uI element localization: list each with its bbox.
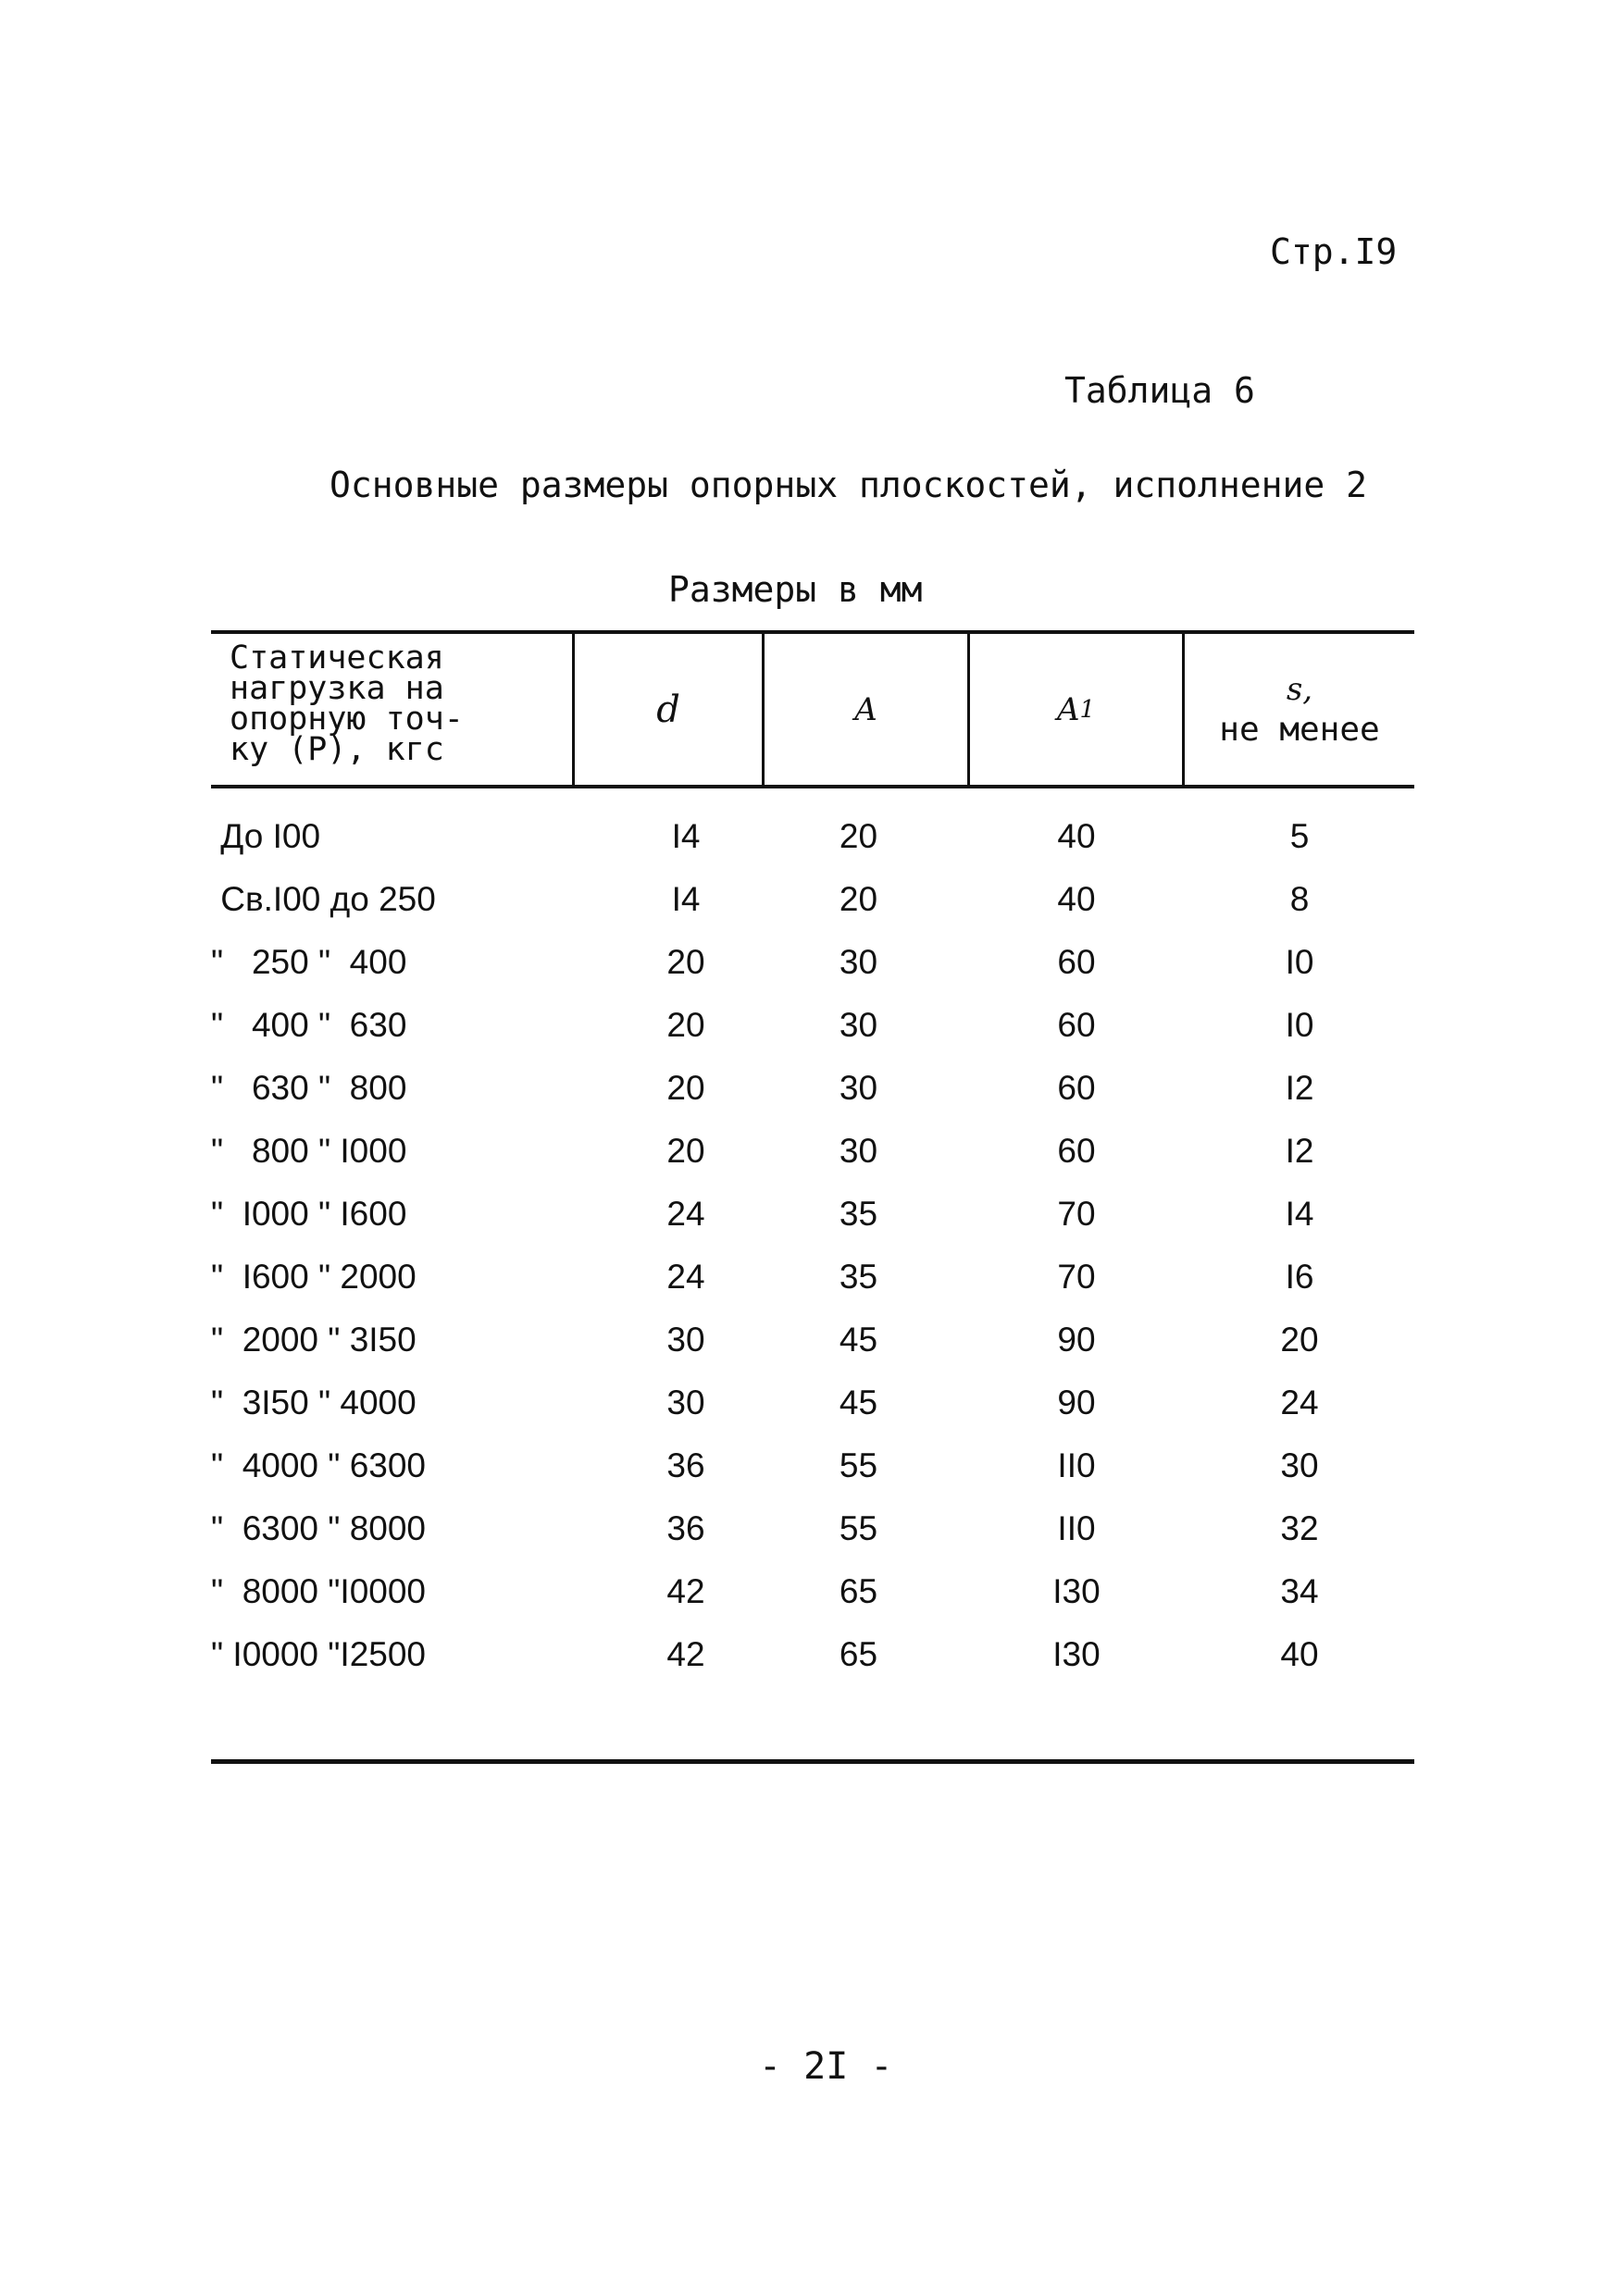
header-s-note: не менее (1219, 710, 1380, 749)
table-number: Таблица 6 (1064, 370, 1255, 411)
load-cell: " 6300 " 8000 (211, 1509, 427, 1547)
d-cell: 36 (666, 1509, 705, 1547)
a-cell: 30 (839, 943, 878, 981)
a1-cell: 90 (1057, 1384, 1096, 1421)
load-cell: " 250 " 400 (211, 943, 407, 981)
table-row (211, 1497, 1414, 1560)
s-cell: I4 (1285, 1195, 1314, 1233)
s-cell: 34 (1280, 1572, 1319, 1610)
s-cell: 8 (1289, 880, 1310, 918)
header-a (765, 634, 967, 785)
d-cell: 30 (666, 1384, 705, 1421)
a1-cell: II0 (1057, 1446, 1096, 1484)
header-a1-subscript: 1 (1079, 695, 1096, 724)
table-row (211, 1560, 1414, 1623)
header-a1 (970, 634, 1182, 785)
table-row (211, 1309, 1414, 1371)
table-row (211, 1434, 1414, 1497)
header-a1-symbol: A (1056, 690, 1080, 728)
s-cell: I2 (1285, 1132, 1314, 1170)
s-cell: 24 (1280, 1384, 1319, 1421)
a-cell: 30 (839, 1006, 878, 1044)
a-cell: 35 (839, 1258, 878, 1296)
table-row (211, 1057, 1414, 1120)
d-cell: 20 (666, 1069, 705, 1107)
load-cell: " I000 " I600 (211, 1195, 407, 1233)
a1-cell: 90 (1057, 1321, 1096, 1359)
a1-cell: 40 (1057, 817, 1096, 855)
table-row (211, 805, 1414, 868)
dimensions-table (211, 630, 1414, 1765)
a1-cell: I30 (1052, 1572, 1101, 1610)
table-bottom-rule (211, 1759, 1414, 1764)
d-cell: 30 (666, 1321, 705, 1359)
load-cell: " 630 " 800 (211, 1069, 407, 1107)
a1-cell: 60 (1057, 1132, 1096, 1170)
d-cell: I4 (671, 880, 701, 918)
a-cell: 20 (839, 880, 878, 918)
d-cell: I4 (671, 817, 701, 855)
table-row (211, 1246, 1414, 1309)
d-cell: 24 (666, 1195, 705, 1233)
units-note: Размеры в мм (668, 569, 923, 610)
load-cell: " 800 " I000 (211, 1132, 407, 1170)
s-cell: 20 (1280, 1321, 1319, 1359)
page-number: - 2I - (759, 2045, 893, 2088)
d-cell: 42 (666, 1635, 705, 1673)
a1-cell: 70 (1057, 1195, 1096, 1233)
s-cell: 5 (1289, 817, 1310, 855)
a1-cell: 60 (1057, 943, 1096, 981)
s-cell: 32 (1280, 1509, 1319, 1547)
a-cell: 65 (839, 1635, 878, 1673)
load-cell: " 400 " 630 (211, 1006, 407, 1044)
load-cell: " I600 " 2000 (211, 1258, 417, 1296)
s-cell: I0 (1285, 943, 1314, 981)
header-load: Статическая нагрузка на опорную точ- ку (Р), кгс (230, 639, 464, 768)
a-cell: 35 (839, 1195, 878, 1233)
load-cell: " 8000 "I0000 (211, 1572, 427, 1610)
d-cell: 20 (666, 943, 705, 981)
a-cell: 55 (839, 1446, 878, 1484)
header-d (575, 634, 762, 785)
table-row (211, 1183, 1414, 1246)
table-row (211, 868, 1414, 931)
s-cell: I2 (1285, 1069, 1314, 1107)
load-cell: " 4000 " 6300 (211, 1446, 427, 1484)
load-cell: До I00 (211, 817, 321, 855)
table-header-rule (211, 785, 1414, 788)
header-s-symbol: s, (1286, 670, 1313, 708)
a1-cell: 60 (1057, 1069, 1096, 1107)
table-title: Основные размеры опорных плоскостей, исполнение 2 (330, 465, 1368, 505)
d-cell: 24 (666, 1258, 705, 1296)
a1-cell: II0 (1057, 1509, 1096, 1547)
table-row (211, 1120, 1414, 1183)
a1-cell: 60 (1057, 1006, 1096, 1044)
a1-cell: I30 (1052, 1635, 1101, 1673)
load-cell: Св.I00 до 250 (211, 880, 436, 918)
s-cell: 40 (1280, 1635, 1319, 1673)
s-cell: I6 (1285, 1258, 1314, 1296)
header-a-symbol: A (854, 690, 877, 728)
s-cell: I0 (1285, 1006, 1314, 1044)
a-cell: 65 (839, 1572, 878, 1610)
d-cell: 42 (666, 1572, 705, 1610)
d-cell: 36 (666, 1446, 705, 1484)
a-cell: 20 (839, 817, 878, 855)
a-cell: 45 (839, 1384, 878, 1421)
load-cell: " 2000 " 3I50 (211, 1321, 417, 1359)
a-cell: 30 (839, 1132, 878, 1170)
a1-cell: 40 (1057, 880, 1096, 918)
header-d-symbol: d (656, 688, 680, 731)
a-cell: 30 (839, 1069, 878, 1107)
table-row (211, 994, 1414, 1057)
a-cell: 55 (839, 1509, 878, 1547)
s-cell: 30 (1280, 1446, 1319, 1484)
table-row (211, 931, 1414, 994)
load-cell: " I0000 "I2500 (211, 1635, 427, 1673)
header-s (1185, 634, 1414, 785)
page-label: Стр.I9 (1270, 231, 1398, 272)
a-cell: 45 (839, 1321, 878, 1359)
d-cell: 20 (666, 1132, 705, 1170)
table-row (211, 1371, 1414, 1434)
d-cell: 20 (666, 1006, 705, 1044)
load-cell: " 3I50 " 4000 (211, 1384, 417, 1421)
a1-cell: 70 (1057, 1258, 1096, 1296)
table-row (211, 1623, 1414, 1686)
